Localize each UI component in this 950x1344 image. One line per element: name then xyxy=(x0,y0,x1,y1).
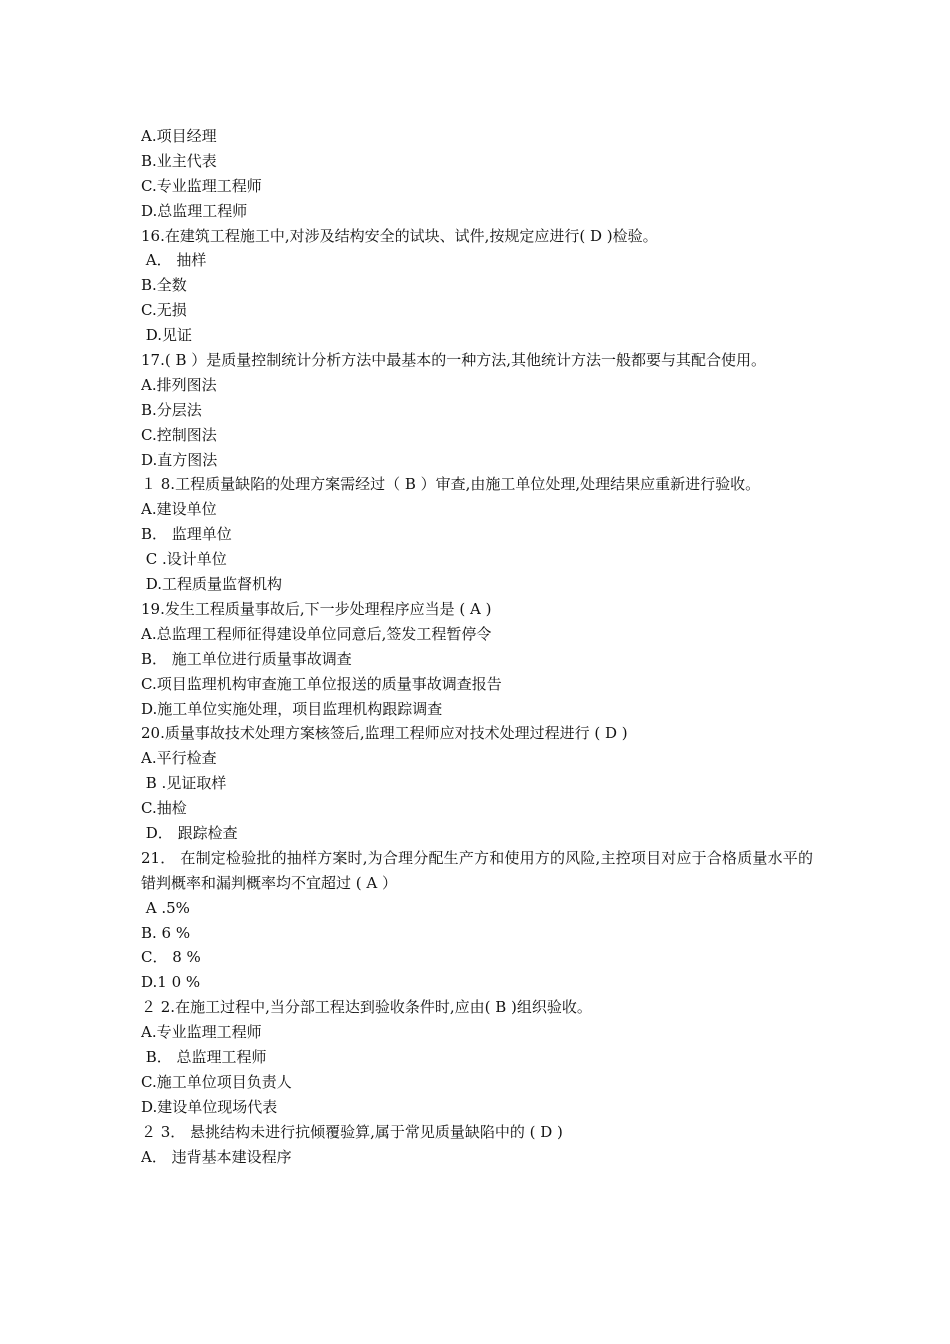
option-line: C． 8 % xyxy=(141,948,201,967)
option-line: A.建设单位 xyxy=(141,500,217,519)
option-line: B. 6 % xyxy=(141,923,191,942)
option-line: B.业主代表 xyxy=(141,151,217,170)
option-line: A． 抽样 xyxy=(141,251,207,270)
option-line: B． 总监理工程师 xyxy=(141,1048,267,1067)
option-line: D． 跟踪检查 xyxy=(141,823,238,842)
question-18: １ 8.工程质量缺陷的处理方案需经过（ B ）审查,由施工单位处理,处理结果应重新进行验收。 xyxy=(141,475,761,494)
option-line: B.分层法 xyxy=(141,400,202,419)
question-21: 21． 在制定检验批的抽样方案时,为合理分配生产方和使用方的风险,主控项目对应于合格质量水平的错判概率和漏判概率均不宜超过 ( A ） xyxy=(141,848,813,892)
question-19: 19.发生工程质量事故后,下一步处理程序应当是 ( A ) xyxy=(141,599,492,618)
option-line: A.专业监理工程师 xyxy=(141,1023,262,1042)
option-line: D.工程质量监督机构 xyxy=(141,575,283,594)
option-line: D.建设单位现场代表 xyxy=(141,1097,278,1116)
option-line: A.平行检查 xyxy=(141,749,217,768)
option-line: A .5% xyxy=(141,898,190,917)
option-line: A.项目经理 xyxy=(141,127,217,145)
option-line: C .设计单位 xyxy=(141,550,227,569)
option-line: B.全数 xyxy=(141,276,187,295)
option-line: D.直方图法 xyxy=(141,450,218,469)
question-23: ２ 3． 悬挑结构未进行抗倾覆验算,属于常见质量缺陷中的 ( D ) xyxy=(141,1122,563,1141)
option-line: B． 施工单位进行质量事故调查 xyxy=(141,649,352,668)
option-line: C.项目监理机构审查施工单位报送的质量事故调查报告 xyxy=(141,674,502,693)
question-20: 20.质量事故技术处理方案核签后,监理工程师应对技术处理过程进行 ( D ) xyxy=(141,724,628,743)
option-line: B． 监理单位 xyxy=(141,525,232,544)
document-body xyxy=(141,124,813,1169)
option-line: A.排列图法 xyxy=(141,375,217,394)
option-line: A.总监理工程师征得建设单位同意后,签发工程暂停令 xyxy=(141,624,492,643)
option-line: D.施工单位实施处理，项目监理机构跟踪调查 xyxy=(141,699,443,718)
option-line: C.控制图法 xyxy=(141,425,217,444)
option-line: A． 违背基本建设程序 xyxy=(141,1147,292,1166)
question-16: 16.在建筑工程施工中,对涉及结构安全的试块、试件,按规定应进行( D )检验。 xyxy=(141,226,658,245)
option-line: D.总监理工程师 xyxy=(141,201,248,220)
option-line: B .见证取样 xyxy=(141,774,227,793)
option-line: C.专业监理工程师 xyxy=(141,176,262,195)
option-line: C.施工单位项目负责人 xyxy=(141,1072,292,1091)
question-22: ２ 2.在施工过程中,当分部工程达到验收条件时,应由( B )组织验收。 xyxy=(141,998,592,1017)
option-line: C.无损 xyxy=(141,301,187,320)
option-line: D.见证 xyxy=(141,326,193,345)
option-line: D.1 0 % xyxy=(141,973,201,992)
question-17: 17.( B ）是质量控制统计分析方法中最基本的一种方法,其他统计方法一般都要与其配合使用。 xyxy=(141,351,767,370)
option-line: C.抽检 xyxy=(141,799,187,818)
